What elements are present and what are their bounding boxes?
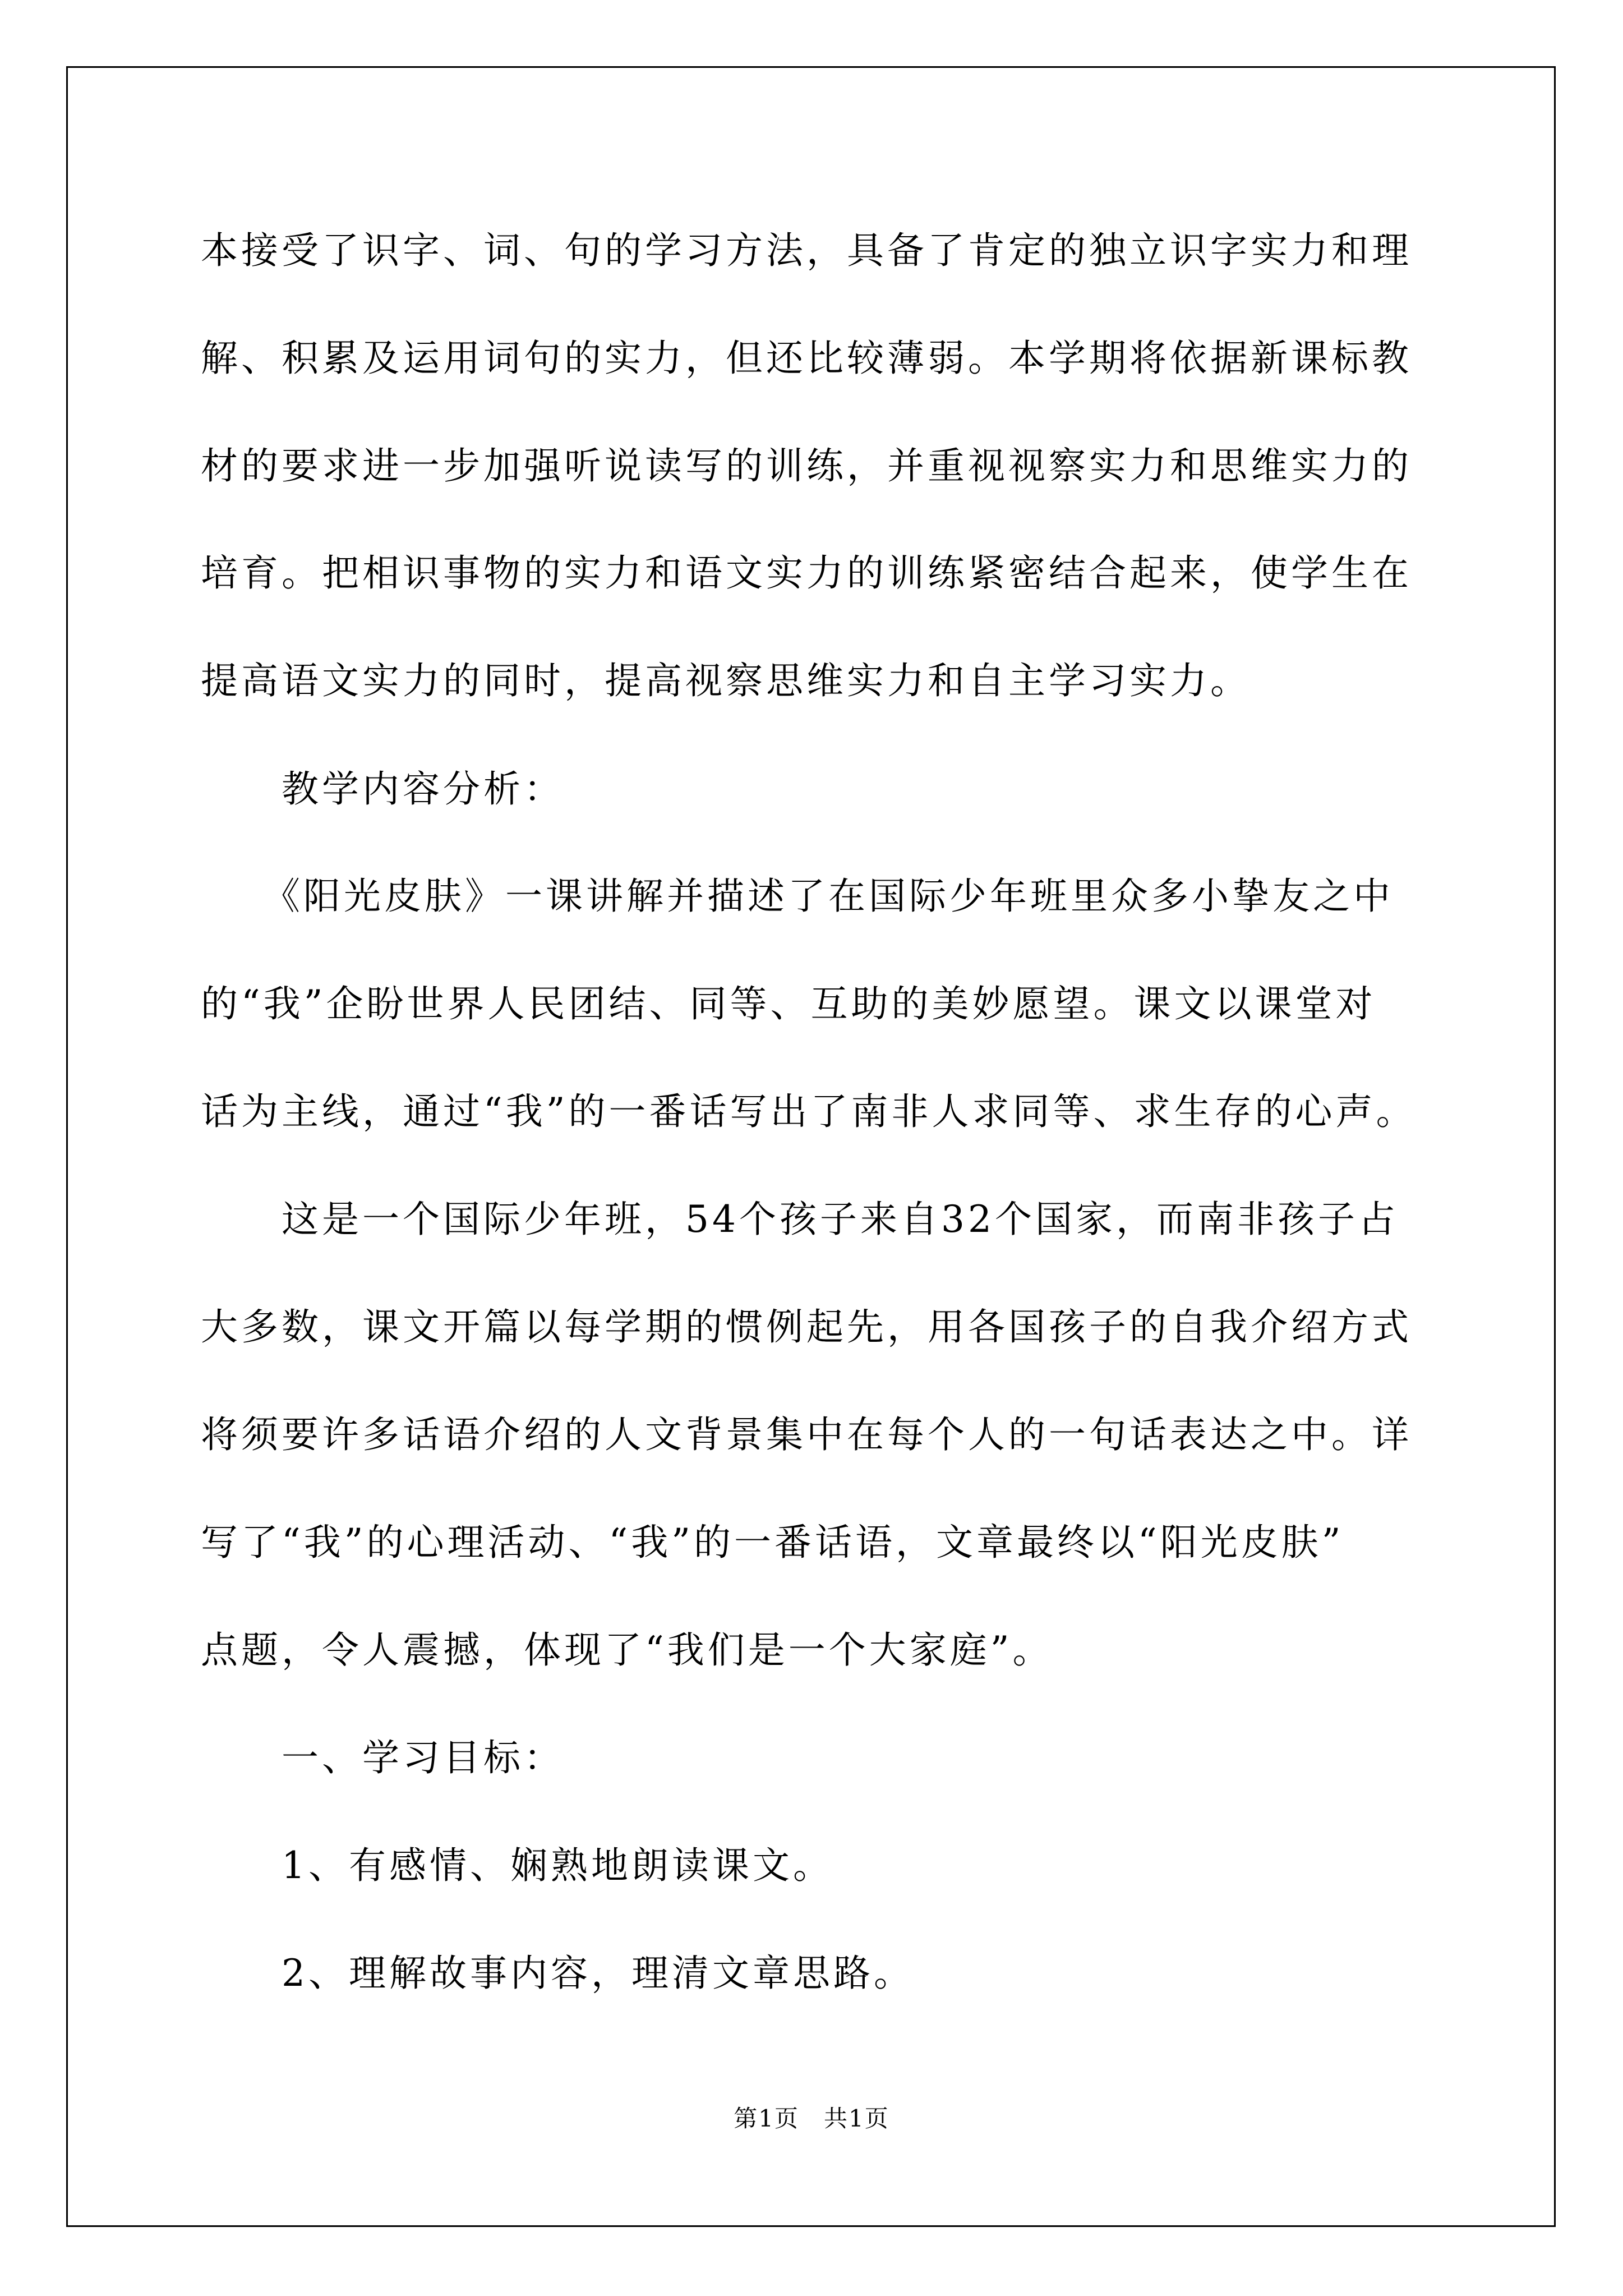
page-footer: 第1页 共1页: [734, 2105, 889, 2132]
text-line: 提高语文实力的同时，提高视察思维实力和自主学习实力。: [201, 659, 1251, 702]
section-heading: 一、学习目标：: [201, 1736, 564, 1779]
text-line: 这是一个国际少年班，54个孩子来自32个国家，而南非孩子占: [201, 1198, 1399, 1241]
text-line: 解、积累及运用词句的实力，但还比较薄弱。本学期将依据新课标教: [201, 337, 1412, 380]
text-line: 培育。把相识事物的实力和语文实力的训练紧密结合起来，使学生在: [201, 551, 1412, 595]
text-line: 本接受了识字、词、句的学习方法，具备了肯定的独立识字实力和理: [201, 229, 1412, 272]
text-line: 话为主线，通过“我”的一番话写出了南非人求同等、求生存的心声。: [201, 1090, 1417, 1133]
text-line: 的“我”企盼世界人民团结、同等、互助的美妙愿望。课文以课堂对: [201, 982, 1376, 1025]
text-line: 点题，令人震撼，体现了“我们是一个大家庭”。: [201, 1628, 1053, 1672]
text-line: 写了“我”的心理活动、“我”的一番话语，文章最终以“阳光皮肤”: [201, 1521, 1344, 1564]
list-item: 2、理解故事内容，理清文章思路。: [201, 1952, 914, 1995]
text-line: 《阳光皮肤》一课讲解并描述了在国际少年班里众多小挚友之中: [201, 875, 1394, 918]
page-border: [66, 66, 1556, 2227]
text-line: 材的要求进一步加强听说读写的训练，并重视视察实力和思维实力的: [201, 444, 1412, 487]
text-line: 将须要许多话语介绍的人文背景集中在每个人的一句话表达之中。详: [201, 1413, 1412, 1456]
text-line: 大多数，课文开篇以每学期的惯例起先，用各国孩子的自我介绍方式: [201, 1305, 1412, 1349]
list-item: 1、有感情、娴熟地朗读课文。: [201, 1844, 833, 1887]
section-heading: 教学内容分析：: [201, 767, 564, 811]
